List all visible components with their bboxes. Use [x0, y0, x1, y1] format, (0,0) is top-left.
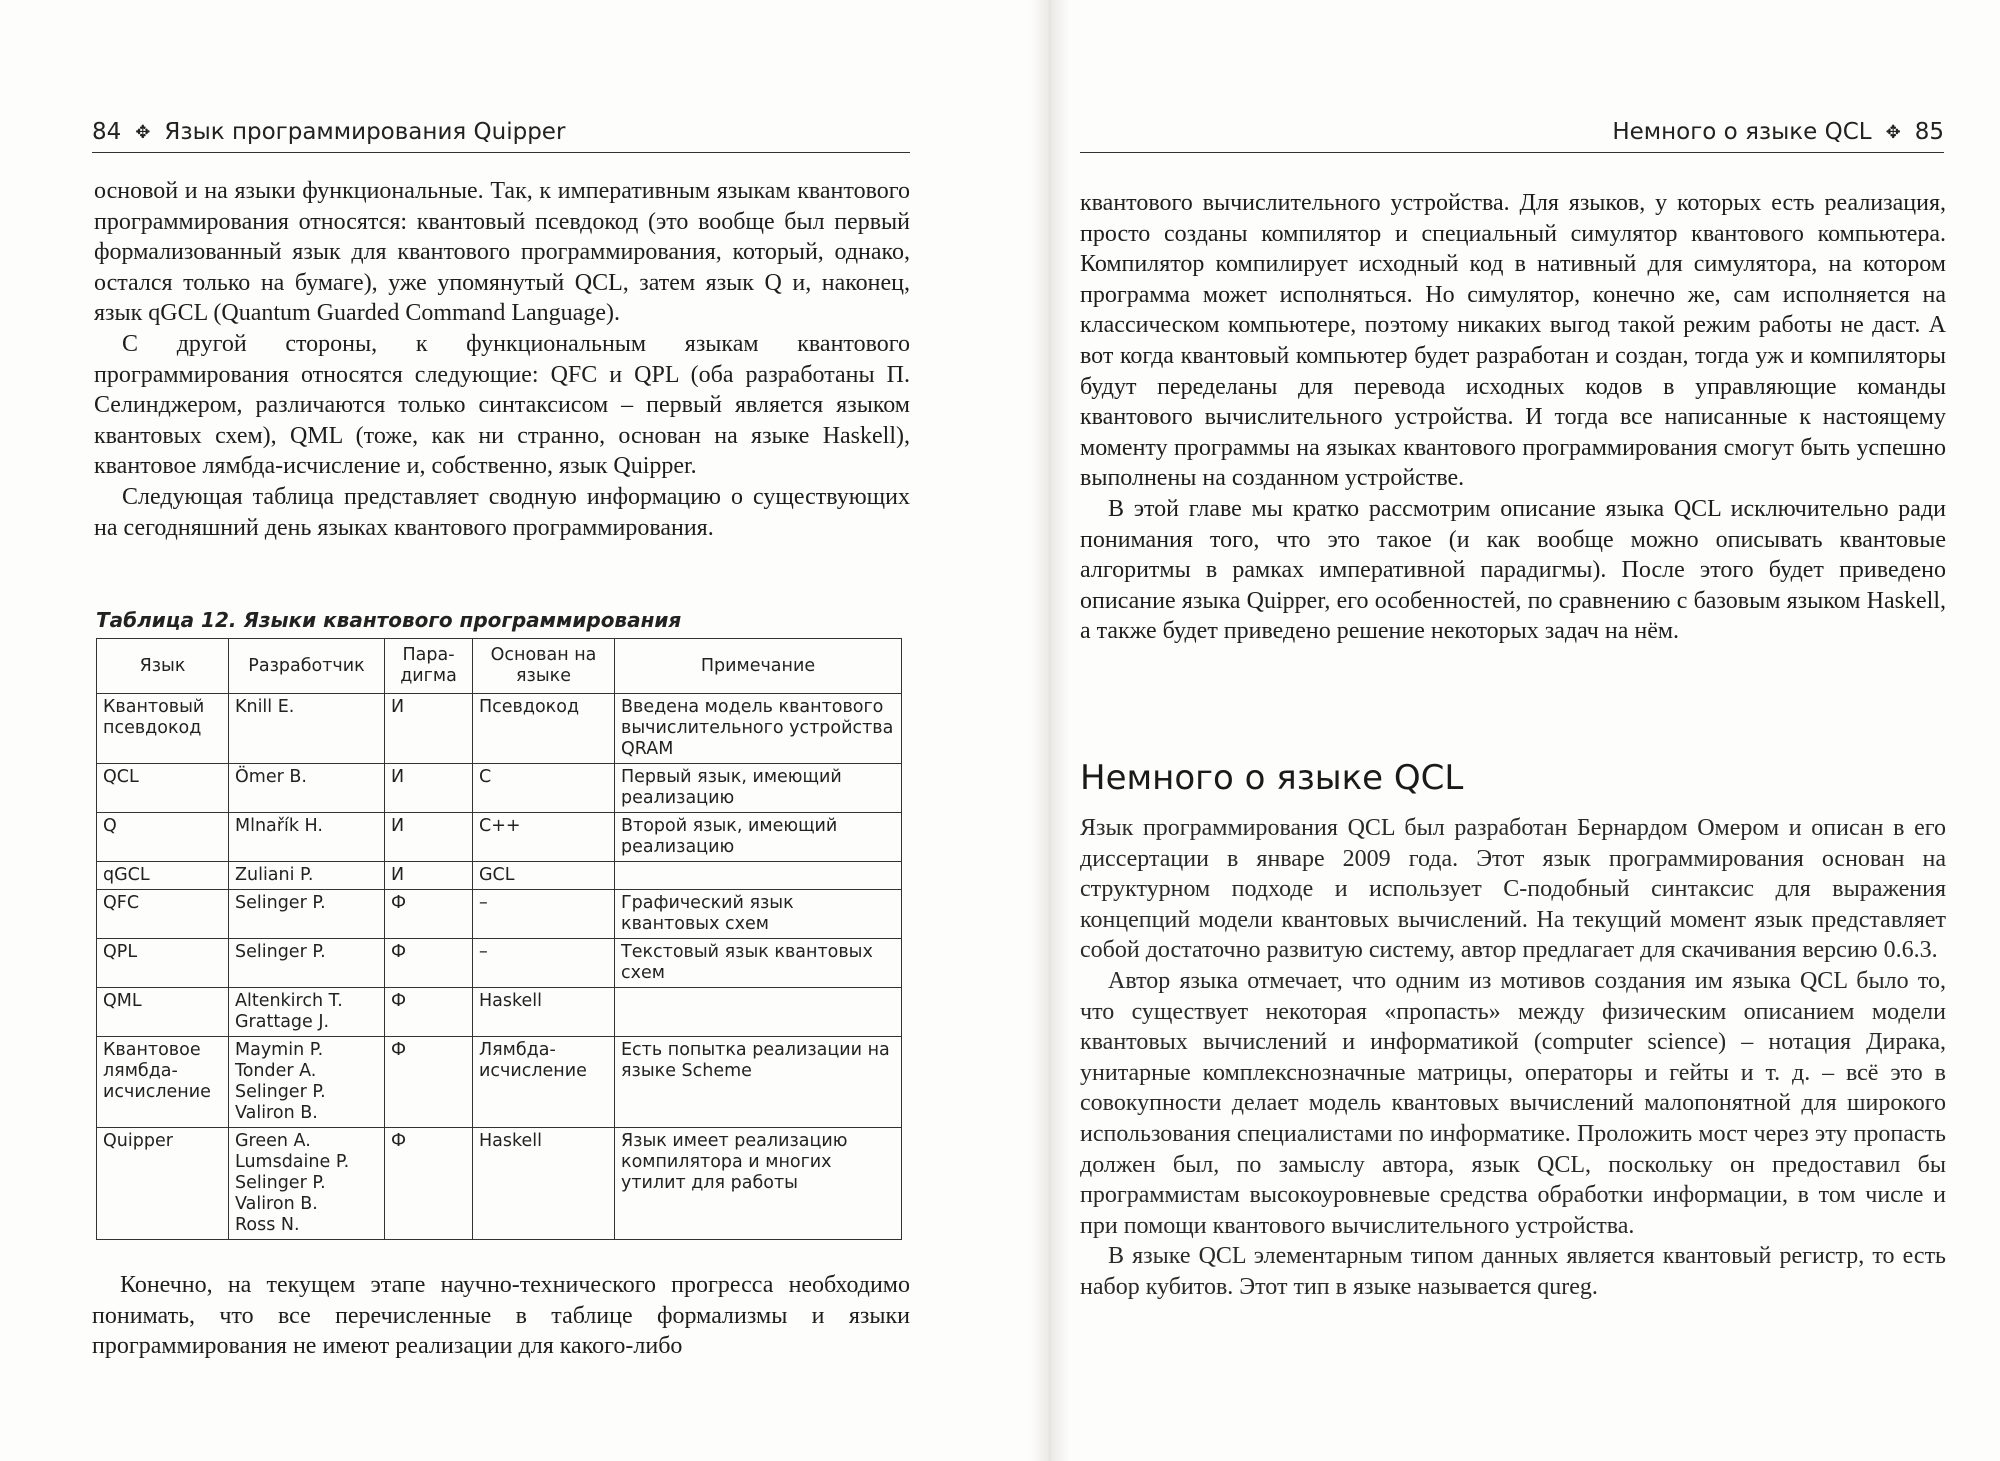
- languages-table: [96, 638, 902, 1240]
- table-header-row: [97, 639, 902, 694]
- cell-paradigm: Ф: [385, 1037, 473, 1128]
- cell-developer: Green A. Lumsdaine P. Selinger P. Valiron B. Ross N.: [229, 1128, 385, 1240]
- cell-language: Q: [97, 813, 229, 862]
- cell-developer: Ömer B.: [229, 764, 385, 813]
- cell-based-on: –: [473, 939, 615, 988]
- cell-developer: Selinger P.: [229, 939, 385, 988]
- paragraph: квантового вычислительного устройства. Для языков, у которых есть реализация, просто созданы компилятор и специальный симулятор квантового компьютера. Компилятор компилирует исходный код в нативный для симулятора, на котором программа может исполняться. Но симулятор, конечно же, сам исполняется на классическом компьютере, поэтому никаких выгод такой режим работы не даст. А вот когда квантовый компьютер будет разработан и создан, тогда уж и компиляторы будут переделаны для перевода исходных кодов в управляющие команды квантового вычислительного устройства. И тогда все написанные к настоящему моменту программы на языках квантового программирования смогут быть успешно выполнены на созданном устройстве.: [1080, 190, 1946, 492]
- right-body-top: [1080, 188, 1946, 647]
- cell-note: Текстовый язык квантовых схем: [615, 939, 902, 988]
- ornament-icon: ✥: [135, 121, 151, 143]
- right-body-bottom: [1080, 813, 1946, 1303]
- ornament-icon: ✥: [1885, 121, 1901, 143]
- paragraph: основой и на языки функциональные. Так, к императивным языкам квантового программирования относятся: квантовый псевдокод (это вообще был первый формализованный язык для квантового программирования, который, однако, остался только на бумаге), уже упомянутый QCL, затем язык Q и, наконец, язык qGCL (Quantum Guarded Command Language).: [94, 178, 910, 327]
- cell-language: qGCL: [97, 862, 229, 890]
- cell-based-on: Лямбда- исчисление: [473, 1037, 615, 1128]
- cell-based-on: C++: [473, 813, 615, 862]
- table-row: [97, 890, 902, 939]
- paragraph: С другой стороны, к функциональным языкам квантового программирования относятся следующие: QFC и QPL (оба разработаны П. Селинджером, различаются только синтаксисом – первый является языком квантовых схем), QML (тоже, как ни странно, основан на языке Haskell), квантовое лямбда-исчисление и, собственно, язык Quipper.: [94, 330, 910, 480]
- cell-based-on: Псевдокод: [473, 694, 615, 764]
- left-running-head: [92, 112, 910, 153]
- cell-paradigm: И: [385, 813, 473, 862]
- table-row: [97, 939, 902, 988]
- cell-note: [615, 988, 902, 1037]
- cell-developer: Altenkirch T. Grattage J.: [229, 988, 385, 1037]
- table-row: [97, 764, 902, 813]
- right-running-head: [1080, 112, 1944, 153]
- right-running-title: Немного о языке QCL: [1612, 119, 1872, 145]
- paragraph: В языке QCL элементарным типом данных является квантовый регистр, то есть набор кубитов. Этот тип в языке называется qureg.: [1080, 1243, 1946, 1300]
- col-header-developer: Разработчик: [229, 639, 385, 694]
- table-row: [97, 694, 902, 764]
- cell-based-on: GCL: [473, 862, 615, 890]
- cell-based-on: C: [473, 764, 615, 813]
- paragraph: Язык программирования QCL был разработан Бернардом Омером и описан в его диссертации в январе 2009 года. Этот язык программирования основан на структурном подходе и использует C-подобный синтаксис для выражения концепций модели квантовых вычислений. На текущий момент язык представляет собой достаточно развитую систему, автор предлагает для скачивания версию 0.6.3.: [1080, 815, 1946, 964]
- cell-paradigm: И: [385, 694, 473, 764]
- col-header-language: Язык: [97, 639, 229, 694]
- cell-note: Второй язык, имеющий реализацию: [615, 813, 902, 862]
- table-row: [97, 988, 902, 1037]
- table-row: [97, 1128, 902, 1240]
- left-running-title: Язык программирования Quipper: [164, 119, 566, 145]
- cell-paradigm: Ф: [385, 1128, 473, 1240]
- paragraph: Следующая таблица представляет сводную информацию о существующих на сегодняшний день языках квантового программирования.: [94, 483, 910, 541]
- cell-paradigm: И: [385, 862, 473, 890]
- table-row: [97, 1037, 902, 1128]
- cell-note: Графический язык квантовых схем: [615, 890, 902, 939]
- paragraph: Автор языка отмечает, что одним из мотивов создания им языка QCL было то, что существует некоторая «пропасть» между физическим описанием модели квантовых вычислений и информатикой (computer science) – нотация Дирака, унитарные комплекснозначные матрицы, операторы и гейты и т. д. – всё это в совокупности делает модель квантовых вычислений малопонятной для широкого использования специалистами по информатике. Проложить мост через эту пропасть должен был, по замыслу автора, язык QCL, поскольку он предоставил бы программистам высокоуровневые средства обработки информации, в том числе и при помощи квантового вычислительного устройства.: [1080, 967, 1946, 1239]
- table-row: [97, 813, 902, 862]
- right-page: [1060, 0, 2000, 1461]
- cell-note: Введена модель квантового вычислительного устройства QRAM: [615, 694, 902, 764]
- table-caption: Таблица 12. Языки квантового программирования: [96, 608, 682, 632]
- cell-based-on: Haskell: [473, 1128, 615, 1240]
- col-header-note: Примечание: [615, 639, 902, 694]
- cell-note: Язык имеет реализацию компилятора и многих утилит для работы: [615, 1128, 902, 1240]
- cell-developer: Mlnařík H.: [229, 813, 385, 862]
- cell-based-on: –: [473, 890, 615, 939]
- cell-developer: Maymin P. Tonder A. Selinger P. Valiron B.: [229, 1037, 385, 1128]
- cell-note: Есть попытка реализации на языке Scheme: [615, 1037, 902, 1128]
- cell-paradigm: Ф: [385, 939, 473, 988]
- col-header-paradigm: Пара- дигма: [385, 639, 473, 694]
- section-heading: Немного о языке QCL: [1080, 758, 1464, 798]
- cell-developer: Selinger P.: [229, 890, 385, 939]
- cell-language: QFC: [97, 890, 229, 939]
- left-body-bottom: [92, 1270, 910, 1362]
- col-header-based-on: Основан на языке: [473, 639, 615, 694]
- cell-language: QPL: [97, 939, 229, 988]
- cell-paradigm: И: [385, 764, 473, 813]
- cell-language: QML: [97, 988, 229, 1037]
- cell-developer: Knill E.: [229, 694, 385, 764]
- cell-language: Квантовое лямбда- исчисление: [97, 1037, 229, 1128]
- right-page-number: 85: [1914, 119, 1944, 145]
- cell-based-on: Haskell: [473, 988, 615, 1037]
- table-body: [97, 694, 902, 1240]
- cell-developer: Zuliani P.: [229, 862, 385, 890]
- cell-language: Квантовый псевдокод: [97, 694, 229, 764]
- cell-language: Quipper: [97, 1128, 229, 1240]
- left-page-number: 84: [92, 119, 122, 145]
- cell-paradigm: Ф: [385, 988, 473, 1037]
- cell-note: Первый язык, имеющий реализацию: [615, 764, 902, 813]
- left-body-top: [94, 176, 910, 543]
- cell-note: [615, 862, 902, 890]
- paragraph: В этой главе мы кратко рассмотрим описание языка QCL исключительно ради понимания того, что это такое (и как вообще можно описывать квантовые алгоритмы в рамках императивной парадигмы). После этого будет приведено описание языка Quipper, его особенностей, по сравнению с базовым языком Haskell, а также будет приведено решение некоторых задач на нём.: [1080, 495, 1946, 645]
- table-row: [97, 862, 902, 890]
- cell-paradigm: Ф: [385, 890, 473, 939]
- paragraph: Конечно, на текущем этапе научно-технического прогресса необходимо понимать, что все перечисленные в таблице формализмы и языки программирования не имеют реализации для какого-либо: [92, 1272, 910, 1360]
- cell-language: QCL: [97, 764, 229, 813]
